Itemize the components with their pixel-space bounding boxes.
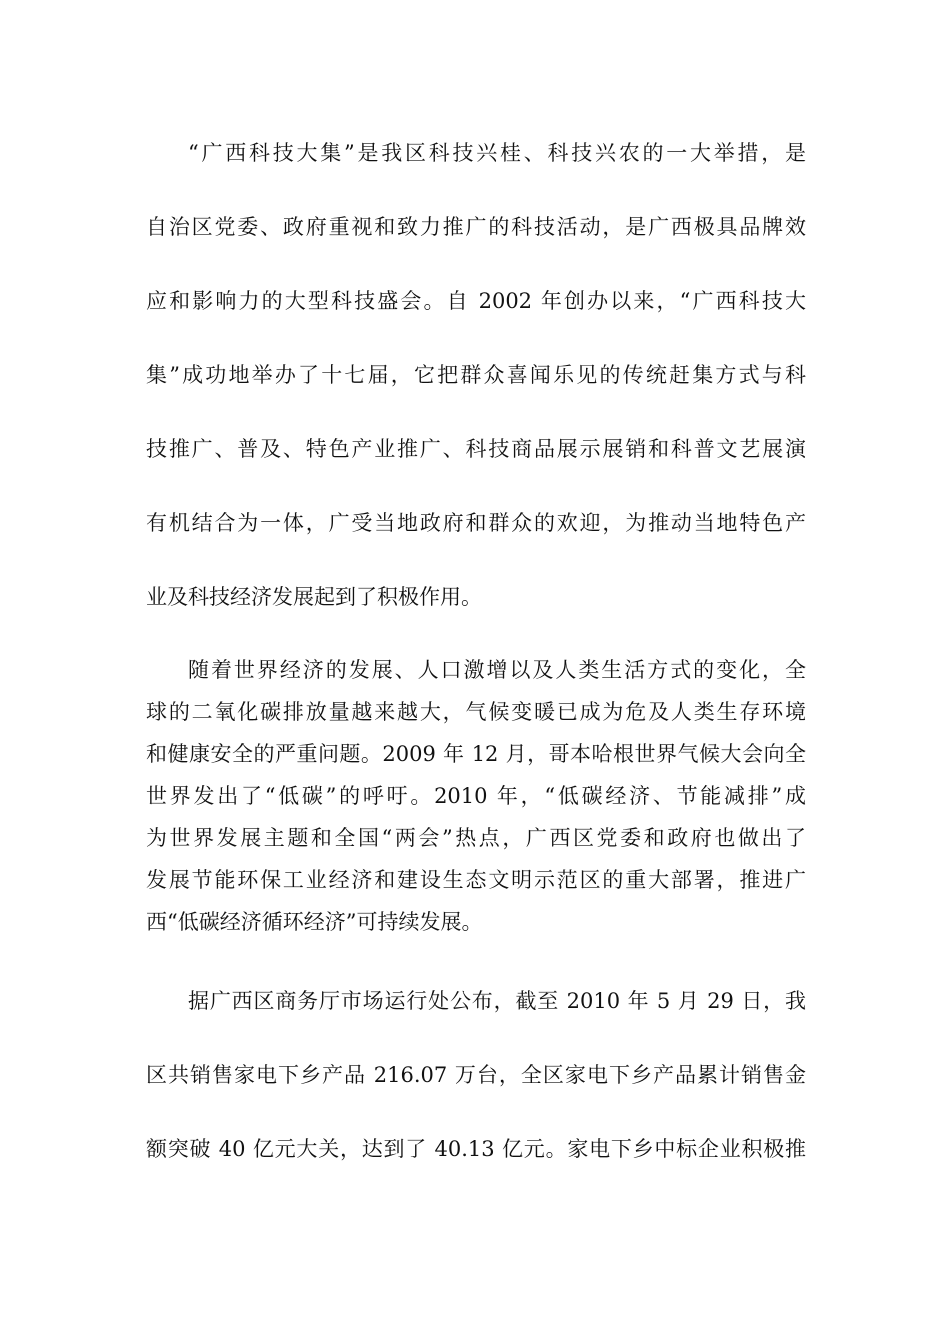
paragraph-1-line-2: 自治区党委、政府重视和致力推广的科技活动，是广西极具品牌效 <box>146 215 806 239</box>
paragraph-2-line-5: 为世界发展主题和全国“两会”热点，广西区党委和政府也做出了 <box>146 826 806 850</box>
paragraph-2-line-7: 西“低碳经济循环经济”可持续发展。 <box>146 910 483 934</box>
paragraph-1-line-3: 应和影响力的大型科技盛会。自 2002 年创办以来，“广西科技大 <box>146 289 806 313</box>
paragraph-3-line-1: 据广西区商务厅市场运行处公布，截至 2010 年 5 月 29 日，我 <box>188 989 806 1013</box>
paragraph-2-line-1: 随着世界经济的发展、人口激增以及人类生活方式的变化，全 <box>188 658 806 682</box>
paragraph-1-line-4: 集”成功地举办了十七届，它把群众喜闻乐见的传统赶集方式与科 <box>146 363 806 387</box>
paragraph-1-line-1: “广西科技大集”是我区科技兴桂、科技兴农的一大举措，是 <box>188 141 806 165</box>
paragraph-1-line-5: 技推广、普及、特色产业推广、科技商品展示展销和科普文艺展演 <box>146 437 806 461</box>
paragraph-3-line-2: 区共销售家电下乡产品 216.07 万台，全区家电下乡产品累计销售金 <box>146 1063 806 1087</box>
paragraph-2-line-6: 发展节能环保工业经济和建设生态文明示范区的重大部署，推进广 <box>146 868 806 892</box>
paragraph-2-line-3: 和健康安全的严重问题。2009 年 12 月，哥本哈根世界气候大会向全 <box>146 742 806 766</box>
paragraph-1-line-7: 业及科技经济发展起到了积极作用。 <box>146 585 482 609</box>
paragraph-1-line-6: 有机结合为一体，广受当地政府和群众的欢迎，为推动当地特色产 <box>146 511 806 535</box>
paragraph-3-line-3: 额突破 40 亿元大关，达到了 40.13 亿元。家电下乡中标企业积极推 <box>146 1137 806 1161</box>
paragraph-2-line-2: 球的二氧化碳排放量越来越大，气候变暖已成为危及人类生存环境 <box>146 700 806 724</box>
paragraph-2-line-4: 世界发出了“低碳”的呼吁。2010 年，“低碳经济、节能减排”成 <box>146 784 806 808</box>
